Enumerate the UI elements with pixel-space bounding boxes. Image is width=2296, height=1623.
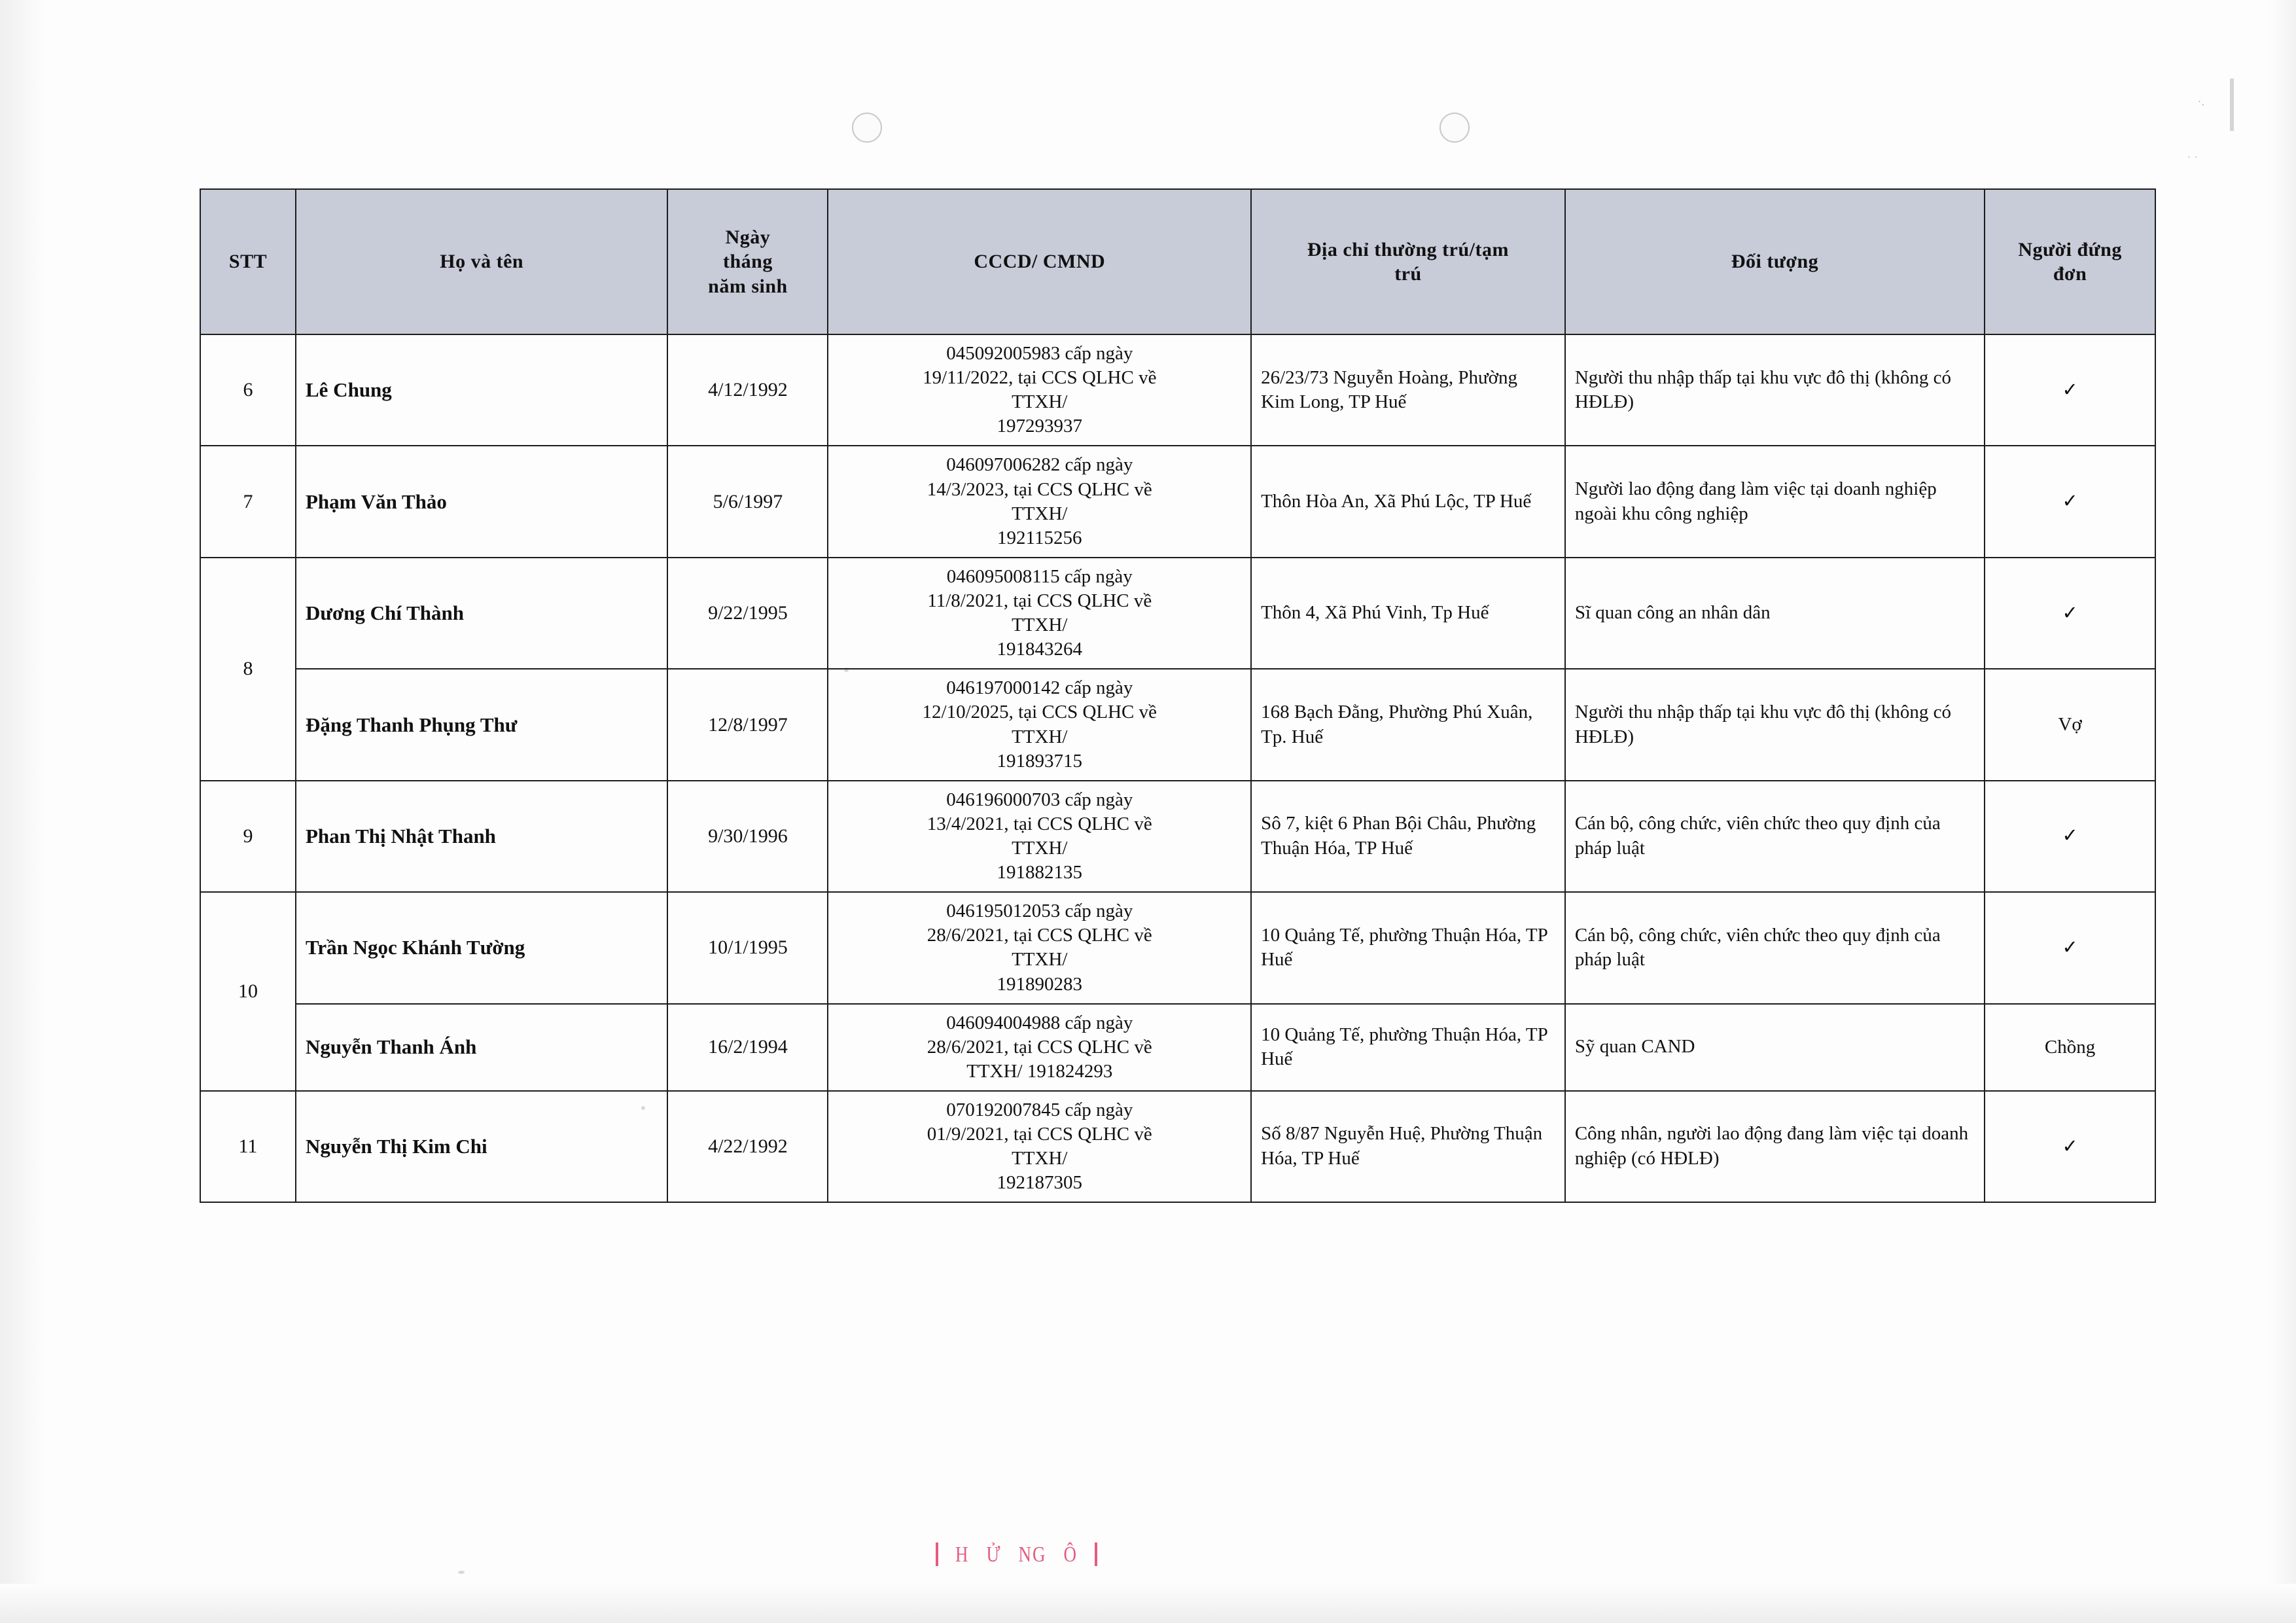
cell-id-line3: TTXH/ (1012, 503, 1068, 524)
table-row (200, 446, 2155, 557)
cell-id-line2: 19/11/2022, tại CCS QLHC về (923, 367, 1157, 389)
cell-id-line2: 14/3/2023, tại CCS QLHC về (927, 478, 1152, 500)
table-row (200, 1091, 2155, 1202)
cell-name: Phan Thị Nhật Thanh (296, 781, 667, 892)
cell-object: Người thu nhập thấp tại khu vực đô thị (không có HĐLĐ) (1565, 669, 1985, 780)
cell-id-line4: 192187305 (997, 1172, 1083, 1194)
col-header-signer-line1: Người đứng (2018, 238, 2122, 260)
col-header-dob (667, 189, 828, 334)
col-header-signer (1985, 189, 2155, 334)
cell-address: Số 8/87 Nguyễn Huệ, Phường Thuận Hóa, TP Huế (1251, 1091, 1565, 1202)
table-row (200, 892, 2155, 1003)
cell-id-line4: 192115256 (997, 527, 1082, 548)
cell-object: Người lao động đang làm việc tại doanh nghiệp ngoài khu công nghiệp (1565, 446, 1985, 557)
cell-name: Trần Ngọc Khánh Tường (296, 892, 667, 1003)
stamp-char-3: NG (1018, 1541, 1047, 1567)
header-row (200, 189, 2155, 334)
cell-name: Phạm Văn Thảo (296, 446, 667, 557)
col-header-address-line2: trú (1394, 263, 1422, 285)
cell-name: Nguyễn Thanh Ánh (296, 1004, 667, 1091)
cell-dob: 4/12/1992 (667, 334, 828, 446)
table-row (200, 334, 2155, 446)
cell-object: Người thu nhập thấp tại khu vực đô thị (không có HĐLĐ) (1565, 334, 1985, 446)
cell-signer: ✓ (1985, 558, 2155, 669)
cell-id-line2: 01/9/2021, tại CCS QLHC về (927, 1124, 1152, 1145)
cell-signer: ✓ (1985, 1091, 2155, 1202)
table-header (200, 189, 2155, 334)
cell-id (828, 1004, 1251, 1091)
cell-stt: 6 (200, 334, 296, 446)
cell-address: 26/23/73 Nguyễn Hoàng, Phường Kim Long, TP Huế (1251, 334, 1565, 446)
cell-stt: 7 (200, 446, 296, 557)
cell-address: Thôn 4, Xã Phú Vinh, Tp Huế (1251, 558, 1565, 669)
page-edge-shadow-left (0, 0, 46, 1623)
cell-dob: 9/22/1995 (667, 558, 828, 669)
col-header-dob-line1: Ngày (725, 226, 771, 248)
cell-signer: ✓ (1985, 781, 2155, 892)
stamp-char-1: H (955, 1541, 970, 1567)
cell-id-line4: 191893715 (997, 750, 1083, 772)
table-row (200, 669, 2155, 780)
cell-signer: Vợ (1985, 669, 2155, 780)
stamp-bar (936, 1543, 938, 1566)
cell-id (828, 669, 1251, 780)
cell-dob: 5/6/1997 (667, 446, 828, 557)
col-header-id: CCCD/ CMND (828, 189, 1251, 334)
cell-signer: ✓ (1985, 334, 2155, 446)
cell-address: 10 Quảng Tế, phường Thuận Hóa, TP Huế (1251, 1004, 1565, 1091)
cell-id-line1: 046097006282 cấp ngày (946, 454, 1133, 476)
col-header-signer-line2: đơn (2053, 263, 2087, 285)
table-row (200, 781, 2155, 892)
cell-id-line1: 045092005983 cấp ngày (946, 343, 1133, 364)
cell-dob: 12/8/1997 (667, 669, 828, 780)
cell-stt-group: 8 (200, 558, 296, 781)
cell-id-line3: TTXH/ (1012, 949, 1068, 971)
cell-name: Đặng Thanh Phụng Thư (296, 669, 667, 780)
cell-id-line2: 11/8/2021, tại CCS QLHC về (927, 590, 1152, 611)
cell-signer: ✓ (1985, 892, 2155, 1003)
cell-id (828, 558, 1251, 669)
col-header-dob-line2: tháng (723, 251, 773, 273)
cell-id (828, 1091, 1251, 1202)
cell-id-line3: TTXH/ (1012, 726, 1068, 747)
stamp-char-2: Ử (986, 1541, 1002, 1567)
table-body (200, 334, 2155, 1202)
col-header-name: Họ và tên (296, 189, 667, 334)
cell-object: Sỹ quan CAND (1565, 1004, 1985, 1091)
cell-id-line1: 046094004988 cấp ngày (946, 1012, 1133, 1033)
cell-id-line3: TTXH/ (1012, 615, 1068, 636)
cell-address: 10 Quảng Tế, phường Thuận Hóa, TP Huế (1251, 892, 1565, 1003)
cell-id-line1: 046095008115 cấp ngày (946, 565, 1133, 587)
stamp-bar (1095, 1543, 1097, 1566)
cell-object: Cán bộ, công chức, viên chức theo quy định của pháp luật (1565, 781, 1985, 892)
cell-id-line3: TTXH/ (1012, 837, 1068, 859)
cell-id-line1: 070192007845 cấp ngày (946, 1099, 1133, 1120)
scan-speck (458, 1571, 465, 1574)
cell-signer: Chồng (1985, 1004, 2155, 1091)
cell-id-line4: 191843264 (997, 639, 1083, 660)
red-ink-stamp (936, 1531, 1171, 1577)
stamp-char-4: Ô (1063, 1541, 1078, 1567)
col-header-object: Đối tượng (1565, 189, 1985, 334)
col-header-dob-line3: năm sinh (708, 275, 788, 297)
cell-id-line2: 28/6/2021, tại CCS QLHC về (927, 1036, 1152, 1058)
col-header-address-line1: Địa chỉ thường trú/tạm (1307, 238, 1509, 260)
cell-dob: 4/22/1992 (667, 1091, 828, 1202)
cell-id-line2: 12/10/2025, tại CCS QLHC về (922, 702, 1157, 723)
punch-hole-right (1439, 113, 1470, 143)
scan-artifact-upper-right: · · (2187, 151, 2198, 164)
cell-name: Dương Chí Thành (296, 558, 667, 669)
cell-id-line3: TTXH/ 191824293 (966, 1060, 1113, 1082)
cell-id-line3: TTXH/ (1012, 391, 1068, 413)
cell-id-line3: TTXH/ (1012, 1148, 1068, 1169)
cell-dob: 16/2/1994 (667, 1004, 828, 1091)
cell-id-line4: 191890283 (997, 973, 1083, 995)
cell-dob: 9/30/1996 (667, 781, 828, 892)
cell-stt: 9 (200, 781, 296, 892)
cell-stt: 11 (200, 1091, 296, 1202)
cell-id-line2: 13/4/2021, tại CCS QLHC về (927, 813, 1152, 834)
cell-id (828, 446, 1251, 557)
binding-mark (2230, 79, 2234, 131)
col-header-stt: STT (200, 189, 296, 334)
cell-address: 168 Bạch Đằng, Phường Phú Xuân, Tp. Huế (1251, 669, 1565, 780)
cell-dob: 10/1/1995 (667, 892, 828, 1003)
cell-object: Công nhân, người lao động đang làm việc tại doanh nghiệp (có HĐLĐ) (1565, 1091, 1985, 1202)
page-edge-shadow-right (2270, 0, 2296, 1623)
cell-id-line4: 191882135 (997, 862, 1083, 883)
cell-id-line1: 046196000703 cấp ngày (946, 789, 1133, 810)
registrant-table-container (200, 188, 2156, 1203)
cell-id-line1: 046197000142 cấp ngày (946, 677, 1133, 699)
cell-id-line2: 28/6/2021, tại CCS QLHC về (927, 925, 1152, 946)
cell-id-line4: 197293937 (997, 416, 1083, 437)
cell-object: Cán bộ, công chức, viên chức theo quy định của pháp luật (1565, 892, 1985, 1003)
cell-id (828, 892, 1251, 1003)
scan-artifact-top: ·. (2197, 95, 2204, 108)
cell-name: Nguyễn Thị Kim Chi (296, 1091, 667, 1202)
cell-id-line1: 046195012053 cấp ngày (946, 901, 1133, 922)
col-header-address (1251, 189, 1565, 334)
cell-stt-group: 10 (200, 892, 296, 1091)
cell-name: Lê Chung (296, 334, 667, 446)
cell-address: Sô 7, kiệt 6 Phan Bội Châu, Phường Thuận Hóa, TP Huế (1251, 781, 1565, 892)
punch-hole-left (852, 113, 882, 143)
page-edge-shadow-bottom (0, 1584, 2296, 1623)
cell-address: Thôn Hòa An, Xã Phú Lộc, TP Huế (1251, 446, 1565, 557)
cell-id (828, 781, 1251, 892)
table-row (200, 558, 2155, 669)
cell-object: Sĩ quan công an nhân dân (1565, 558, 1985, 669)
cell-id (828, 334, 1251, 446)
cell-signer: ✓ (1985, 446, 2155, 557)
registrant-table (200, 188, 2156, 1203)
table-row (200, 1004, 2155, 1091)
